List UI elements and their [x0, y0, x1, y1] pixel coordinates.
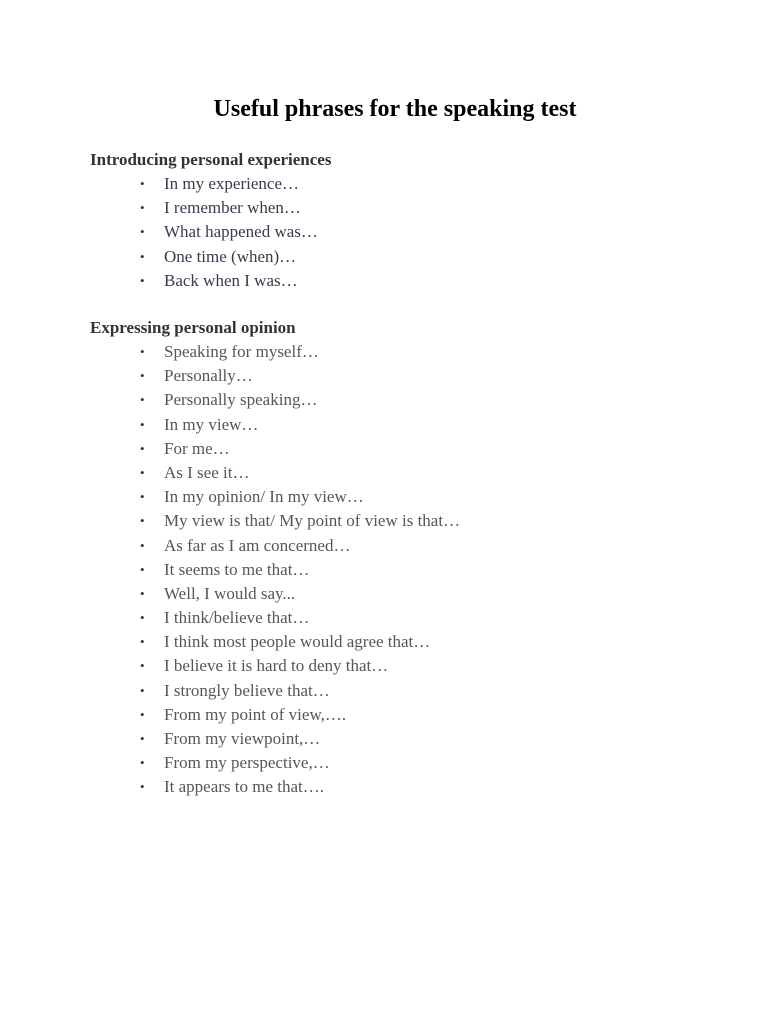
bullet-icon: • — [140, 248, 145, 264]
phrase-text: Personally speaking… — [164, 390, 318, 410]
phrase-text: I remember when… — [164, 198, 301, 218]
phrase-text: From my point of view,…. — [164, 704, 347, 724]
phrase-text: Back when I was… — [164, 270, 298, 290]
bullet-icon: • — [140, 464, 145, 480]
list-item — [90, 703, 690, 727]
bullet-icon: • — [140, 779, 145, 795]
list-item — [90, 558, 690, 582]
phrase-text: I think most people would agree that… — [164, 632, 431, 652]
bullet-icon: • — [140, 344, 145, 359]
bullet-icon: • — [140, 731, 145, 746]
list-item — [90, 245, 690, 269]
phrase-text: From my viewpoint,… — [164, 729, 321, 748]
bullet-icon: • — [140, 755, 145, 771]
phrase-text: As I see it… — [164, 462, 250, 482]
phrase-text: Well, I would say... — [164, 583, 296, 603]
bullet-icon: • — [140, 634, 145, 650]
phrase-text: I strongly believe that… — [164, 680, 330, 700]
list-item — [90, 413, 690, 437]
section-personal-opinion — [90, 316, 690, 800]
list-item — [90, 269, 690, 293]
phrase-text: I believe it is hard to deny that… — [164, 656, 389, 676]
section-heading: Expressing personal opinion — [90, 318, 296, 337]
bullet-icon: • — [140, 658, 145, 674]
list-item — [90, 196, 690, 220]
list-item — [90, 340, 690, 364]
list-item — [90, 534, 690, 558]
list-item — [90, 461, 690, 485]
list-item — [90, 630, 690, 654]
list-item — [90, 388, 690, 412]
list-item — [90, 679, 690, 703]
list-item — [90, 172, 690, 196]
list-item — [90, 606, 690, 630]
list-item — [90, 775, 690, 799]
bullet-icon: • — [140, 513, 145, 529]
bullet-icon: • — [140, 200, 145, 216]
bullet-icon: • — [140, 706, 145, 722]
section-personal-experiences — [90, 148, 690, 293]
list-item — [90, 485, 690, 509]
bullet-icon: • — [140, 392, 145, 408]
list-item — [90, 582, 690, 606]
phrase-list — [90, 340, 690, 800]
phrase-text: In my experience… — [164, 174, 299, 193]
list-item — [90, 654, 690, 678]
phrase-list — [90, 172, 690, 293]
phrase-text: My view is that/ My point of view is that… — [164, 511, 461, 531]
section-heading: Introducing personal experiences — [90, 150, 332, 169]
bullet-icon: • — [140, 585, 145, 601]
phrase-text: From my perspective,… — [164, 753, 330, 773]
phrase-text: What happened was… — [164, 222, 318, 242]
bullet-icon: • — [140, 537, 145, 553]
bullet-icon: • — [140, 489, 145, 505]
page-title: Useful phrases for the speaking test — [213, 96, 577, 122]
bullet-icon: • — [140, 682, 145, 698]
phrase-text: One time (when)… — [164, 246, 297, 266]
phrase-text: As far as I am concerned… — [164, 535, 351, 555]
bullet-icon: • — [140, 272, 145, 288]
list-item — [90, 437, 690, 461]
list-item — [90, 509, 690, 533]
bullet-icon: • — [140, 176, 145, 191]
bullet-icon: • — [140, 610, 145, 626]
phrase-text: For me… — [164, 438, 230, 458]
phrase-text: It seems to me that… — [164, 559, 310, 579]
list-item — [90, 751, 690, 775]
list-item — [90, 727, 690, 751]
bullet-icon: • — [140, 416, 145, 432]
bullet-icon: • — [140, 368, 145, 384]
bullet-icon: • — [140, 561, 145, 577]
bullet-icon: • — [140, 224, 145, 240]
phrase-text: In my view… — [164, 414, 259, 434]
list-item — [90, 364, 690, 388]
phrase-text: I think/believe that… — [164, 608, 310, 628]
phrase-text: Personally… — [164, 366, 253, 386]
phrase-text: Speaking for myself… — [164, 342, 319, 361]
list-item — [90, 220, 690, 244]
phrase-text: In my opinion/ In my view… — [164, 487, 364, 507]
phrase-text: It appears to me that…. — [164, 777, 325, 797]
bullet-icon: • — [140, 440, 145, 456]
